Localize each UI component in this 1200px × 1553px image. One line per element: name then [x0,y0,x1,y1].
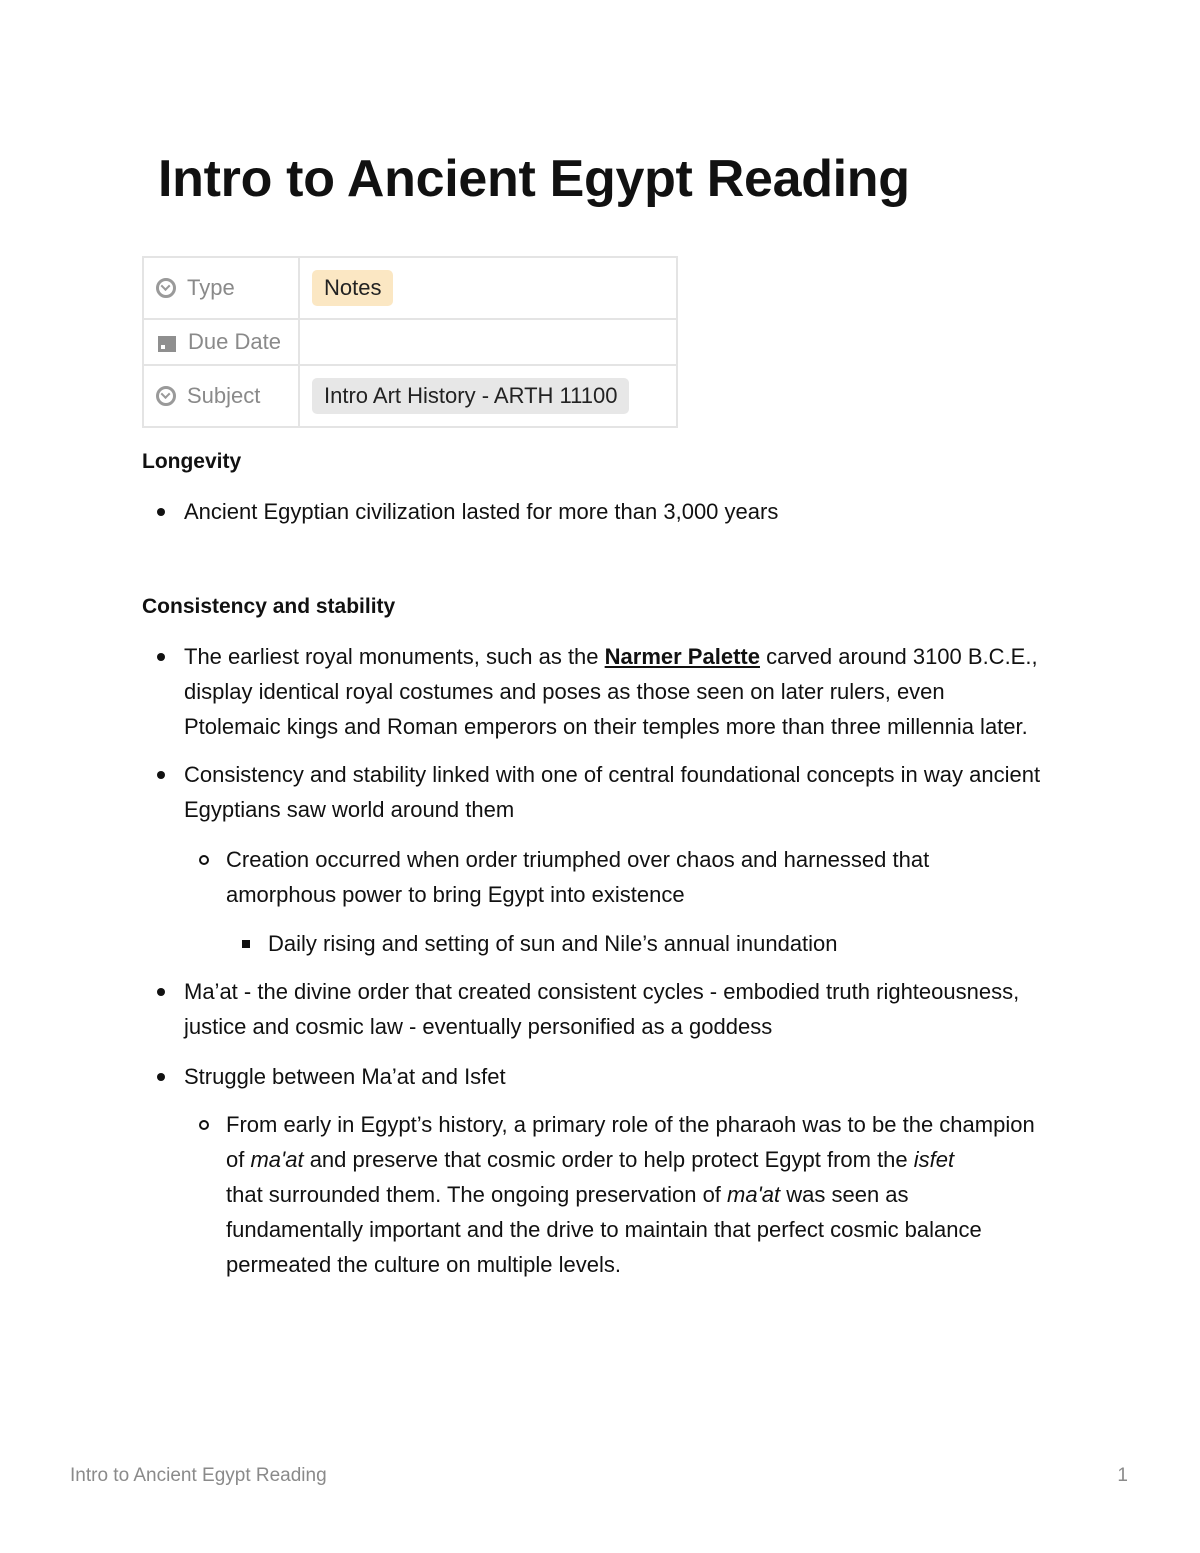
maat-term: ma'at [727,1182,781,1207]
list-item: Ma’at - the divine order that created consistent cycles - embodied truth righteousness, justice and cosmic law - eventually personified as a goddess [142,974,1042,1044]
bullet-list [142,494,1042,529]
select-icon [156,278,176,298]
section-heading-longevity: Longevity [142,450,242,473]
narmer-palette-link[interactable]: Narmer Palette [604,644,760,669]
list-item-text: carved around 3100 B.C.E., display identical royal costumes and poses as those seen on later rulers, even Ptolemaic kings and Roman emperors on their temples more than three millennia later. [184,644,1038,739]
property-row-due-date [143,319,677,365]
list-item: Consistency and stability linked with one of central foundational concepts in way ancient Egyptians saw world around them [142,757,1042,827]
property-key [143,319,299,365]
properties-table [142,256,678,428]
property-key [143,257,299,319]
list-item [142,639,1042,744]
list-item-text: that surrounded them. The ongoing preservation of [226,1182,728,1207]
select-icon [156,386,176,406]
list-item: Daily rising and setting of sun and Nile’s annual inundation [142,926,1042,961]
type-tag: Notes [312,270,393,306]
list-item: Ancient Egyptian civilization lasted for more than 3,000 years [142,494,1042,529]
property-row-subject [143,365,677,427]
property-value[interactable] [299,365,677,427]
property-value[interactable] [299,319,677,365]
note-body [142,444,1042,1282]
list-item-text: and preserve that cosmic order to help protect Egypt from the [303,1147,914,1172]
property-label-type: Type [187,275,235,300]
list-item [142,1107,1042,1282]
page-number: 1 [1117,1465,1128,1486]
list-item: Creation occurred when order triumphed over chaos and harnessed that amorphous power to bring Egypt into existence [142,842,1042,912]
property-row-type [143,257,677,319]
bullet-list [142,639,1042,1282]
list-item: Struggle between Ma’at and Isfet [142,1059,1042,1094]
calendar-icon [158,336,176,352]
property-label-due-date: Due Date [188,329,281,354]
page-title: Intro to Ancient Egypt Reading [158,150,910,208]
isfet-term: isfet [913,1147,955,1172]
property-value[interactable] [299,257,677,319]
subject-tag: Intro Art History - ARTH 11100 [312,378,629,414]
section-heading-consistency: Consistency and stability [142,595,396,618]
list-item-text: The earliest royal monuments, such as the [184,644,605,669]
property-label-subject: Subject [187,383,261,408]
maat-term: ma'at [250,1147,304,1172]
property-key [143,365,299,427]
footer-title: Intro to Ancient Egypt Reading [70,1465,327,1486]
list-item-text: was seen as fundamentally important and the drive to maintain that perfect cosmic balance permeated the culture on multiple levels. [226,1182,982,1277]
list-item-text: From early in Egypt’s history, a primary role of the pharaoh was to be the champion of [226,1112,1035,1172]
